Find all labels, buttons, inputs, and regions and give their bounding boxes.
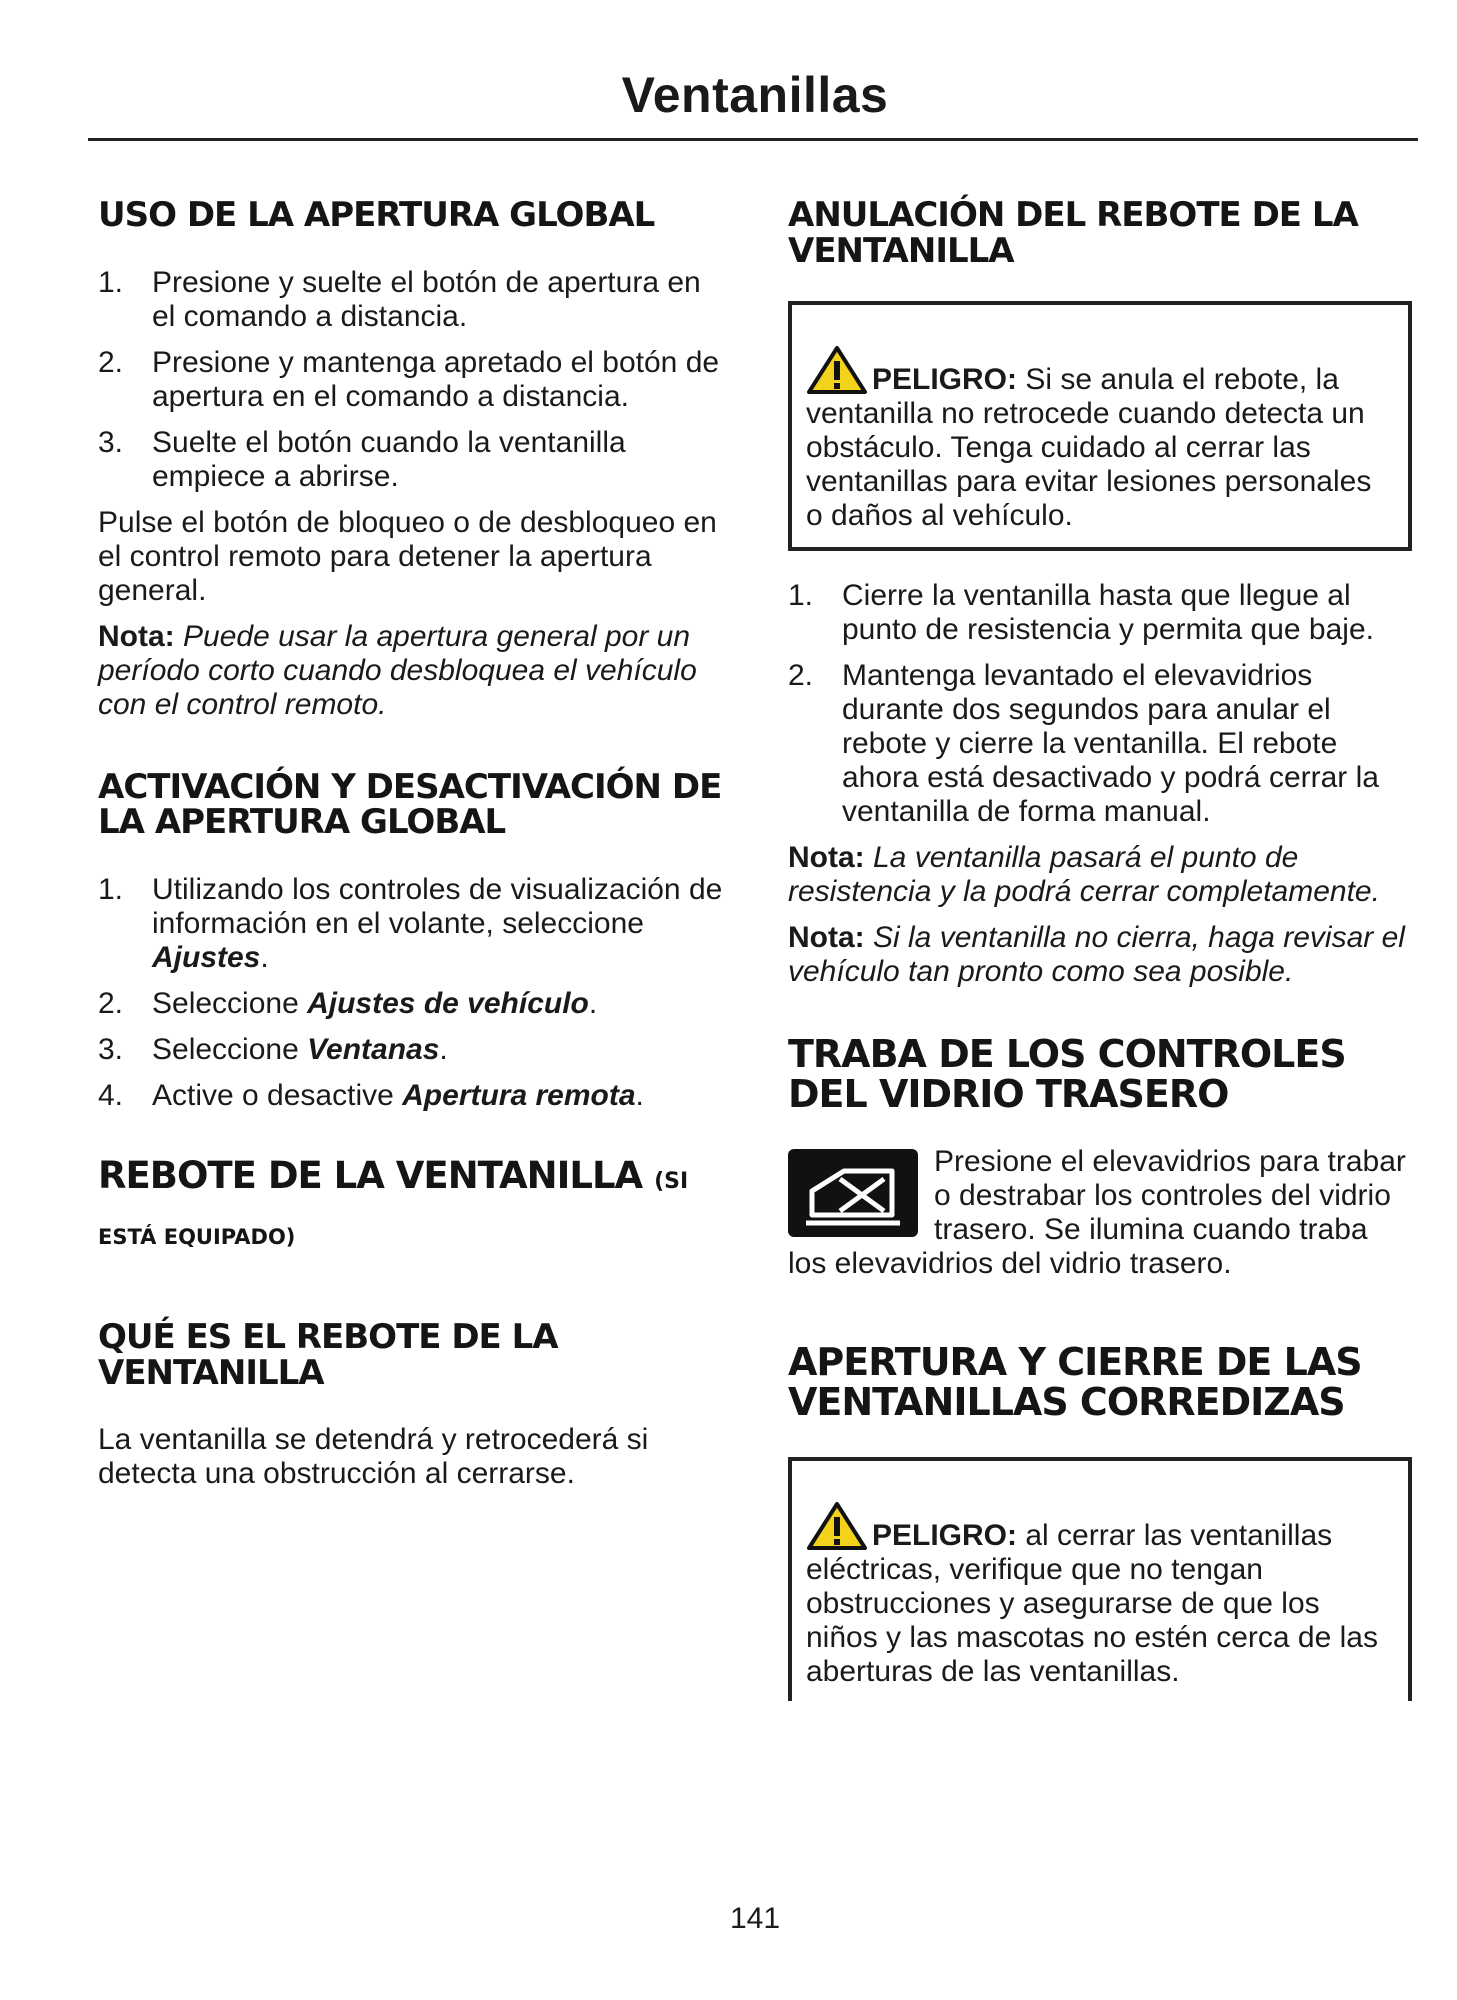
warning-label: PELIGRO: — [872, 363, 1018, 397]
paragraph: La ventanilla se detendrá y retrocederá si detecta una obstrucción al cerrarse. — [98, 1423, 649, 1491]
section-heading: APERTURA Y CIERRE DE LAS VENTANILLAS CORREDIZAS — [788, 1340, 1362, 1425]
list-item: 2. Mantenga levantado el elevavidrios durante dos segundos para anular el rebote y cierre la ventanilla. El rebote ahora está desactivado y podrá cerrar la ventanilla de forma manual. — [788, 659, 1379, 829]
section-ventanillas-corredizas — [788, 1340, 1412, 1701]
note: Nota: Puede usar la apertura general por un período corto cuando desbloquea el vehículo con el control remoto. — [98, 619, 697, 721]
note: Nota: La ventanilla pasará el punto de resistencia y la podrá cerrar completamente. — [788, 841, 1380, 909]
section-heading: ACTIVACIÓN Y DESACTIVACIÓN DE LA APERTURA GLOBAL — [98, 766, 722, 843]
warning-text: al cerrar las ventanillas eléctricas, verifique que no tengan obstrucciones y asegurarse de que los niños y las mascotas no estén cerca de las aberturas de las ventanillas. — [806, 1518, 1378, 1688]
right-column — [788, 195, 1412, 1701]
section-heading: ANULACIÓN DEL REBOTE DE LA VENTANILLA — [788, 195, 1358, 271]
paragraph: Presione el elevavidrios para trabar o destrabar los controles del vidrio trasero. Se ilumina cuando traba los elevavidrios del vidrio trasero. — [788, 1145, 1406, 1281]
section-que-es-rebote — [98, 1316, 728, 1491]
warning-triangle-icon — [806, 1501, 868, 1551]
list-item: 4. Active o desactive Apertura remota. — [98, 1079, 644, 1113]
list-item: 3. Suelte el botón cuando la ventanilla empiece a abrirse. — [98, 425, 626, 493]
note: Nota: Si la ventanilla no cierra, haga revisar el vehículo tan pronto como sea posible. — [788, 921, 1405, 989]
warning-box — [788, 301, 1412, 551]
warning-box — [788, 1457, 1412, 1701]
list-item: 1. Utilizando los controles de visualización de información en el volante, seleccione Ajustes. — [98, 873, 723, 975]
steps-list — [788, 579, 1412, 829]
section-heading: USO DE LA APERTURA GLOBAL — [98, 195, 655, 235]
list-item: 3. Seleccione Ventanas. — [98, 1033, 448, 1067]
section-rebote-ventanilla — [98, 1154, 728, 1254]
page-title: Ventanillas — [621, 67, 889, 123]
list-item: 2. Seleccione Ajustes de vehículo. — [98, 987, 598, 1021]
section-activacion-apertura-global — [98, 766, 728, 1113]
list-item: 1. Cierre la ventanilla hasta que llegue al punto de resistencia y permita que baje. — [788, 579, 1374, 647]
steps-list — [98, 266, 728, 494]
section-heading: REBOTE DE LA VENTANILLA (SI — [98, 1154, 689, 1198]
window-lock-icon — [788, 1149, 918, 1237]
section-heading: TRABA DE LOS CONTROLES DEL VIDRIO TRASERO — [788, 1032, 1346, 1117]
section-anulacion-rebote — [788, 195, 1412, 989]
section-uso-apertura-global — [98, 195, 728, 722]
list-item: 2. Presione y mantenga apretado el botón de apertura en el comando a distancia. — [98, 345, 720, 413]
steps-list — [98, 873, 728, 1113]
lock-description — [788, 1145, 1412, 1281]
paragraph: Pulse el botón de bloqueo o de desbloqueo en el control remoto para detener la apertura general. — [98, 505, 717, 607]
warning-triangle-icon — [806, 345, 868, 395]
warning-label: PELIGRO: — [872, 1518, 1018, 1552]
section-traba-controles — [788, 1032, 1412, 1281]
section-heading-continuation: ESTÁ EQUIPADO) — [98, 1224, 296, 1249]
left-column — [98, 195, 728, 1491]
page-number: 141 — [729, 1902, 781, 1935]
warning-text: Si se anula el rebote, la ventanilla no retrocede cuando detecta un obstáculo. Tenga cuidado al cerrar las ventanillas para evitar lesiones personales o daños al vehículo. — [806, 363, 1372, 533]
section-heading: QUÉ ES EL REBOTE DE LA VENTANILLA — [98, 1316, 558, 1393]
list-item: 1. Presione y suelte el botón de apertura en el comando a distancia. — [98, 265, 701, 333]
title-divider — [88, 138, 1418, 141]
